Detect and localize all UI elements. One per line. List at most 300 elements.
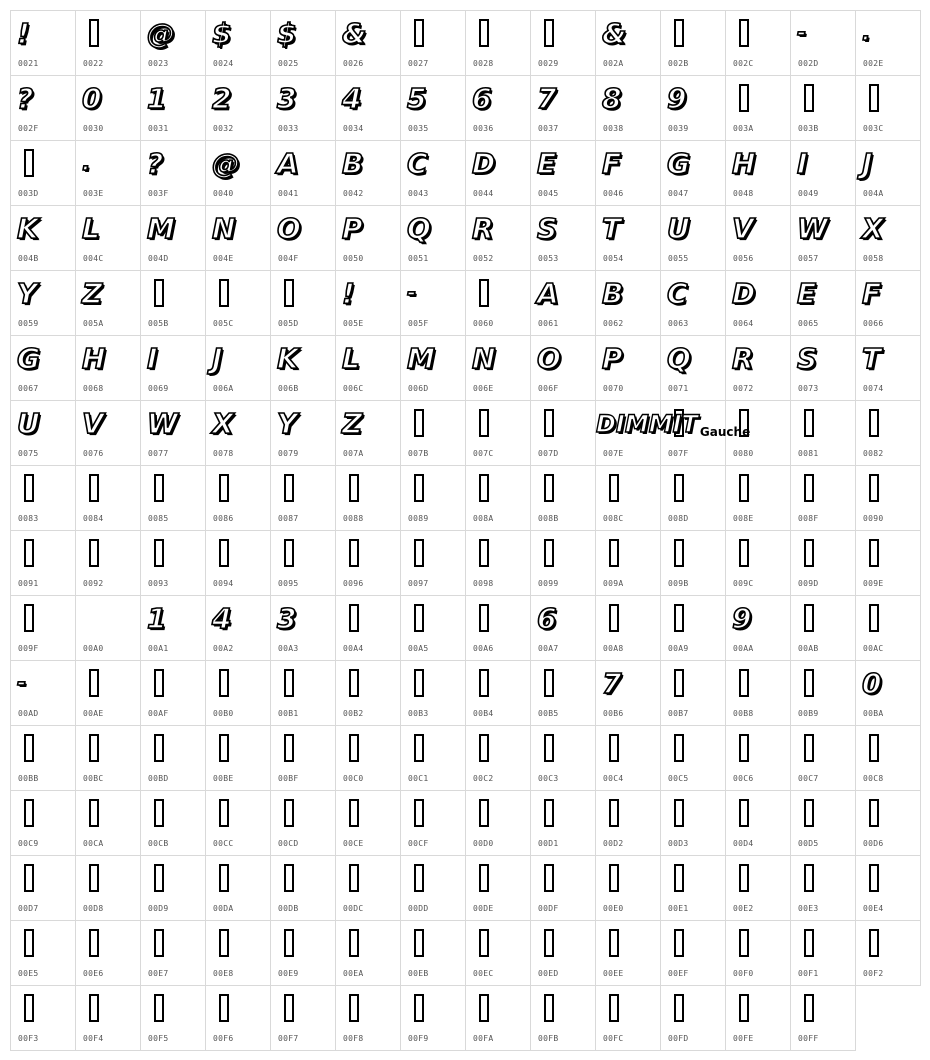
glyph-cell <box>661 791 726 856</box>
glyph-code-label: 00C4 <box>603 774 624 783</box>
glyph-code-label: 003A <box>733 124 754 133</box>
tofu-box-icon <box>349 799 359 827</box>
glyph-code-label: 002C <box>733 59 754 68</box>
tofu-box-icon <box>349 604 359 632</box>
glyph-code-label: 00C0 <box>343 774 364 783</box>
tofu-box-icon <box>804 734 814 762</box>
glyph-cell <box>531 336 596 401</box>
glyph-sample: Y <box>277 407 298 440</box>
glyph-sample: E <box>797 277 817 310</box>
glyph-code-label: 00FE <box>733 1034 754 1043</box>
glyph-sample: Q <box>667 342 691 375</box>
tofu-box-icon <box>544 409 554 437</box>
glyph-cell <box>661 466 726 531</box>
tofu-box-icon <box>804 669 814 697</box>
glyph-cell <box>856 661 921 726</box>
glyph-grid <box>10 10 921 1051</box>
glyph-code-label: 004E <box>213 254 234 263</box>
glyph-code-label: 00EA <box>343 969 364 978</box>
tofu-box-icon <box>869 409 879 437</box>
glyph-cell <box>336 661 401 726</box>
glyph-cell <box>791 401 856 466</box>
glyph-sample: 8 <box>602 82 622 115</box>
glyph-code-label: 004B <box>18 254 39 263</box>
tofu-box-icon <box>739 734 749 762</box>
glyph-cell <box>856 336 921 401</box>
glyph-code-label: 0066 <box>863 319 884 328</box>
glyph-code-label: 00E1 <box>668 904 689 913</box>
tofu-box-icon <box>804 929 814 957</box>
tofu-box-icon <box>414 669 424 697</box>
glyph-cell <box>661 76 726 141</box>
glyph-sample: J <box>212 342 223 375</box>
glyph-cell <box>856 76 921 141</box>
glyph-cell <box>531 401 596 466</box>
glyph-code-label: 0022 <box>83 59 104 68</box>
glyph-code-label: 0057 <box>798 254 819 263</box>
glyph-cell <box>791 531 856 596</box>
glyph-code-label: 0089 <box>408 514 429 523</box>
glyph-cell <box>11 141 76 206</box>
glyph-cell <box>76 206 141 271</box>
glyph-sample: V <box>82 407 104 440</box>
glyph-cell <box>531 596 596 661</box>
glyph-sample: W <box>147 407 178 440</box>
glyph-code-label: 0028 <box>473 59 494 68</box>
glyph-cell <box>661 271 726 336</box>
glyph-code-label: 006A <box>213 384 234 393</box>
tofu-box-icon <box>89 994 99 1022</box>
glyph-code-label: 00D2 <box>603 839 624 848</box>
glyph-cell <box>466 921 531 986</box>
glyph-cell <box>76 726 141 791</box>
tofu-box-icon <box>869 84 879 112</box>
glyph-sample: O <box>277 212 301 245</box>
glyph-cell <box>791 791 856 856</box>
glyph-code-label: 0087 <box>278 514 299 523</box>
glyph-cell <box>596 141 661 206</box>
glyph-cell <box>856 791 921 856</box>
glyph-code-label: 00DA <box>213 904 234 913</box>
tofu-box-icon <box>414 409 424 437</box>
tofu-box-icon <box>154 734 164 762</box>
glyph-sample: X <box>212 407 234 440</box>
glyph-code-label: 0051 <box>408 254 429 263</box>
glyph-cell <box>141 921 206 986</box>
glyph-sample: C <box>407 147 428 180</box>
glyph-code-label: 00BB <box>18 774 39 783</box>
glyph-code-label: 0027 <box>408 59 429 68</box>
tofu-box-icon <box>154 669 164 697</box>
glyph-code-label: 0086 <box>213 514 234 523</box>
glyph-code-label: 00CE <box>343 839 364 848</box>
glyph-sample: 6 <box>537 602 557 635</box>
glyph-cell <box>661 986 726 1051</box>
tofu-box-icon <box>89 669 99 697</box>
glyph-cell <box>596 76 661 141</box>
glyph-code-label: 00E7 <box>148 969 169 978</box>
glyph-code-label: 00AF <box>148 709 169 718</box>
glyph-sample: S <box>537 212 558 245</box>
glyph-cell <box>856 271 921 336</box>
glyph-cell <box>401 466 466 531</box>
glyph-cell <box>531 76 596 141</box>
glyph-cell <box>661 726 726 791</box>
glyph-code-label: 005C <box>213 319 234 328</box>
glyph-code-label: 005B <box>148 319 169 328</box>
tofu-box-icon <box>24 604 34 632</box>
glyph-cell <box>401 141 466 206</box>
glyph-code-label: 00A5 <box>408 644 429 653</box>
tofu-box-icon <box>739 539 749 567</box>
glyph-code-label: 00BD <box>148 774 169 783</box>
glyph-code-label: 004F <box>278 254 299 263</box>
glyph-code-label: 0085 <box>148 514 169 523</box>
glyph-cell <box>11 11 76 76</box>
tofu-box-icon <box>479 474 489 502</box>
glyph-cell <box>141 726 206 791</box>
glyph-code-label: 0033 <box>278 124 299 133</box>
glyph-cell <box>206 921 271 986</box>
tofu-box-icon <box>414 799 424 827</box>
glyph-code-label: 0046 <box>603 189 624 198</box>
tofu-box-icon <box>89 929 99 957</box>
glyph-cell <box>206 661 271 726</box>
tofu-box-icon <box>89 474 99 502</box>
glyph-code-label: 002B <box>668 59 689 68</box>
glyph-cell <box>726 336 791 401</box>
glyph-sample: K <box>17 212 39 245</box>
glyph-cell <box>661 206 726 271</box>
glyph-code-label: 00B6 <box>603 709 624 718</box>
tofu-box-icon <box>609 929 619 957</box>
glyph-cell <box>596 11 661 76</box>
tofu-box-icon <box>219 669 229 697</box>
glyph-cell <box>791 336 856 401</box>
glyph-sample: G <box>17 342 40 375</box>
glyph-code-label: 0038 <box>603 124 624 133</box>
glyph-code-label: 0040 <box>213 189 234 198</box>
glyph-cell <box>466 466 531 531</box>
glyph-code-label: 00C2 <box>473 774 494 783</box>
tofu-box-icon <box>284 279 294 307</box>
glyph-code-label: 00E5 <box>18 969 39 978</box>
glyph-cell <box>466 856 531 921</box>
glyph-code-label: 0044 <box>473 189 494 198</box>
glyph-code-label: 00B5 <box>538 709 559 718</box>
glyph-cell <box>596 531 661 596</box>
tofu-box-icon <box>674 474 684 502</box>
glyph-sample: R <box>472 212 494 245</box>
glyph-code-label: 00E4 <box>863 904 884 913</box>
glyph-code-label: 0026 <box>343 59 364 68</box>
glyph-cell <box>76 986 141 1051</box>
tofu-box-icon <box>479 279 489 307</box>
tofu-box-icon <box>479 864 489 892</box>
tofu-box-icon <box>219 799 229 827</box>
tofu-box-icon <box>609 539 619 567</box>
glyph-sample: ! <box>17 17 30 50</box>
glyph-code-label: 00BE <box>213 774 234 783</box>
glyph-cell <box>76 401 141 466</box>
glyph-cell <box>206 271 271 336</box>
glyph-sample: P <box>602 342 623 375</box>
glyph-code-label: 005E <box>343 319 364 328</box>
tofu-box-icon <box>414 734 424 762</box>
tofu-box-icon <box>479 19 489 47</box>
glyph-cell <box>76 921 141 986</box>
glyph-code-label: 0069 <box>148 384 169 393</box>
tofu-box-icon <box>349 929 359 957</box>
glyph-cell <box>271 401 336 466</box>
glyph-sample: N <box>212 212 236 245</box>
glyph-cell <box>76 856 141 921</box>
tofu-box-icon <box>414 539 424 567</box>
tofu-box-icon <box>869 539 879 567</box>
tofu-box-icon <box>544 474 554 502</box>
glyph-code-label: 0036 <box>473 124 494 133</box>
glyph-code-label: 008B <box>538 514 559 523</box>
glyph-cell <box>141 141 206 206</box>
glyph-sample: & <box>602 17 627 50</box>
glyph-cell <box>531 271 596 336</box>
glyph-cell <box>11 271 76 336</box>
glyph-cell <box>596 921 661 986</box>
tofu-box-icon <box>804 84 814 112</box>
glyph-cell <box>791 141 856 206</box>
glyph-code-label: 0075 <box>18 449 39 458</box>
glyph-sample: P <box>342 212 363 245</box>
tofu-box-icon <box>674 19 684 47</box>
glyph-code-label: 00C6 <box>733 774 754 783</box>
tofu-box-icon <box>414 864 424 892</box>
glyph-cell <box>271 76 336 141</box>
glyph-cell <box>531 206 596 271</box>
tofu-box-icon <box>544 994 554 1022</box>
tofu-box-icon <box>739 474 749 502</box>
glyph-cell <box>401 726 466 791</box>
tofu-box-icon <box>349 539 359 567</box>
glyph-code-label: 0050 <box>343 254 364 263</box>
glyph-cell <box>271 141 336 206</box>
glyph-code-label: 00EE <box>603 969 624 978</box>
tofu-box-icon <box>544 539 554 567</box>
glyph-code-label: 002E <box>863 59 884 68</box>
tofu-box-icon <box>544 864 554 892</box>
glyph-cell <box>856 531 921 596</box>
tofu-box-icon <box>544 799 554 827</box>
glyph-code-label: 0094 <box>213 579 234 588</box>
glyph-cell <box>531 466 596 531</box>
glyph-cell <box>206 726 271 791</box>
glyph-code-label: 00EC <box>473 969 494 978</box>
glyph-code-label: 0068 <box>83 384 104 393</box>
glyph-cell <box>271 986 336 1051</box>
glyph-code-label: 00AC <box>863 644 884 653</box>
glyph-code-label: 00FC <box>603 1034 624 1043</box>
glyph-cell <box>11 986 76 1051</box>
tofu-box-icon <box>154 539 164 567</box>
glyph-code-label: 00D5 <box>798 839 819 848</box>
tofu-box-icon <box>414 474 424 502</box>
glyph-sample: @ <box>147 17 175 50</box>
glyph-cell <box>856 11 921 76</box>
glyph-cell <box>726 466 791 531</box>
glyph-code-label: 0031 <box>148 124 169 133</box>
glyph-sample: N <box>472 342 496 375</box>
tofu-box-icon <box>219 474 229 502</box>
tofu-box-icon <box>24 539 34 567</box>
tofu-box-icon <box>479 604 489 632</box>
glyph-cell <box>11 531 76 596</box>
glyph-code-label: 00CD <box>278 839 299 848</box>
glyph-cell <box>336 726 401 791</box>
glyph-sample: 7 <box>537 82 557 115</box>
glyph-code-label: 006B <box>278 384 299 393</box>
tofu-box-icon <box>479 734 489 762</box>
glyph-code-label: 0032 <box>213 124 234 133</box>
glyph-code-label: 0048 <box>733 189 754 198</box>
glyph-code-label: 009D <box>798 579 819 588</box>
glyph-sample: F <box>862 277 882 310</box>
glyph-sample: S <box>797 342 818 375</box>
tofu-box-icon <box>154 864 164 892</box>
glyph-code-label: 00ED <box>538 969 559 978</box>
glyph-code-label: 00CC <box>213 839 234 848</box>
glyph-cell <box>206 336 271 401</box>
glyph-code-label: 00DF <box>538 904 559 913</box>
tofu-box-icon <box>544 734 554 762</box>
glyph-code-label: 004C <box>83 254 104 263</box>
glyph-cell <box>336 596 401 661</box>
tofu-box-icon <box>24 149 34 177</box>
glyph-cell <box>596 791 661 856</box>
glyph-sample: O <box>537 342 561 375</box>
tofu-box-icon <box>414 19 424 47</box>
tofu-box-icon <box>349 474 359 502</box>
glyph-cell <box>141 11 206 76</box>
tofu-box-icon <box>544 669 554 697</box>
glyph-sample: A <box>277 147 299 180</box>
glyph-code-label: 00FF <box>798 1034 819 1043</box>
glyph-cell <box>11 726 76 791</box>
glyph-cell <box>661 336 726 401</box>
glyph-sample: M <box>407 342 435 375</box>
glyph-cell <box>596 271 661 336</box>
tofu-box-icon <box>804 474 814 502</box>
glyph-cell <box>466 141 531 206</box>
tofu-box-icon <box>219 279 229 307</box>
glyph-code-label: 0099 <box>538 579 559 588</box>
glyph-code-label: 0049 <box>798 189 819 198</box>
glyph-sample: E <box>537 147 557 180</box>
glyph-cell <box>401 791 466 856</box>
glyph-code-label: 0088 <box>343 514 364 523</box>
glyph-sample: & <box>342 17 367 50</box>
glyph-code-label: 00D1 <box>538 839 559 848</box>
tofu-box-icon <box>219 994 229 1022</box>
glyph-code-label: 00DE <box>473 904 494 913</box>
glyph-cell <box>791 206 856 271</box>
glyph-code-label: 006D <box>408 384 429 393</box>
glyph-cell <box>466 596 531 661</box>
glyph-cell <box>141 466 206 531</box>
glyph-cell <box>531 531 596 596</box>
glyph-sample: I <box>797 147 808 180</box>
glyph-cell <box>206 791 271 856</box>
glyph-cell <box>856 596 921 661</box>
glyph-cell <box>726 986 791 1051</box>
glyph-code-label: 0025 <box>278 59 299 68</box>
glyph-cell <box>791 921 856 986</box>
tofu-box-icon <box>674 864 684 892</box>
tofu-box-icon <box>24 799 34 827</box>
glyph-code-label: 00A2 <box>213 644 234 653</box>
glyph-code-label: 0077 <box>148 449 169 458</box>
glyph-code-label: 00F3 <box>18 1034 39 1043</box>
tofu-box-icon <box>804 539 814 567</box>
tofu-box-icon <box>479 669 489 697</box>
glyph-code-label: 00CA <box>83 839 104 848</box>
glyph-sample: J <box>862 147 873 180</box>
glyph-cell <box>726 661 791 726</box>
glyph-code-label: 0035 <box>408 124 429 133</box>
glyph-cell <box>596 661 661 726</box>
glyph-cell <box>531 726 596 791</box>
glyph-code-label: 0097 <box>408 579 429 588</box>
glyph-cell <box>401 11 466 76</box>
glyph-code-label: 00E9 <box>278 969 299 978</box>
tofu-box-icon <box>284 669 294 697</box>
glyph-cell <box>76 661 141 726</box>
glyph-cell <box>141 401 206 466</box>
glyph-code-label: 002D <box>798 59 819 68</box>
glyph-cell <box>661 856 726 921</box>
glyph-sample: 1 <box>147 602 167 635</box>
glyph-cell <box>141 76 206 141</box>
glyph-code-label: 0023 <box>148 59 169 68</box>
glyph-cell <box>596 856 661 921</box>
tofu-box-icon <box>154 929 164 957</box>
glyph-code-label: 00C9 <box>18 839 39 848</box>
tofu-box-icon <box>284 929 294 957</box>
glyph-code-label: 006F <box>538 384 559 393</box>
glyph-cell <box>531 661 596 726</box>
glyph-sample: X <box>862 212 884 245</box>
glyph-cell <box>791 271 856 336</box>
glyph-cell <box>206 401 271 466</box>
glyph-cell <box>466 76 531 141</box>
glyph-sample: 9 <box>732 602 752 635</box>
glyph-cell <box>726 791 791 856</box>
glyph-code-label: 008F <box>798 514 819 523</box>
glyph-code-label: 00D3 <box>668 839 689 848</box>
glyph-code-label: 00F6 <box>213 1034 234 1043</box>
glyph-cell <box>596 466 661 531</box>
tofu-box-icon <box>804 409 814 437</box>
glyph-code-label: 00A7 <box>538 644 559 653</box>
glyph-sample: B <box>602 277 624 310</box>
glyph-code-label: 0091 <box>18 579 39 588</box>
tofu-box-icon <box>804 864 814 892</box>
glyph-cell <box>726 726 791 791</box>
glyph-code-label: 005D <box>278 319 299 328</box>
tofu-box-icon <box>544 929 554 957</box>
tofu-box-icon <box>869 604 879 632</box>
glyph-cell <box>791 986 856 1051</box>
glyph-sample: W <box>797 212 828 245</box>
glyph-cell <box>206 206 271 271</box>
